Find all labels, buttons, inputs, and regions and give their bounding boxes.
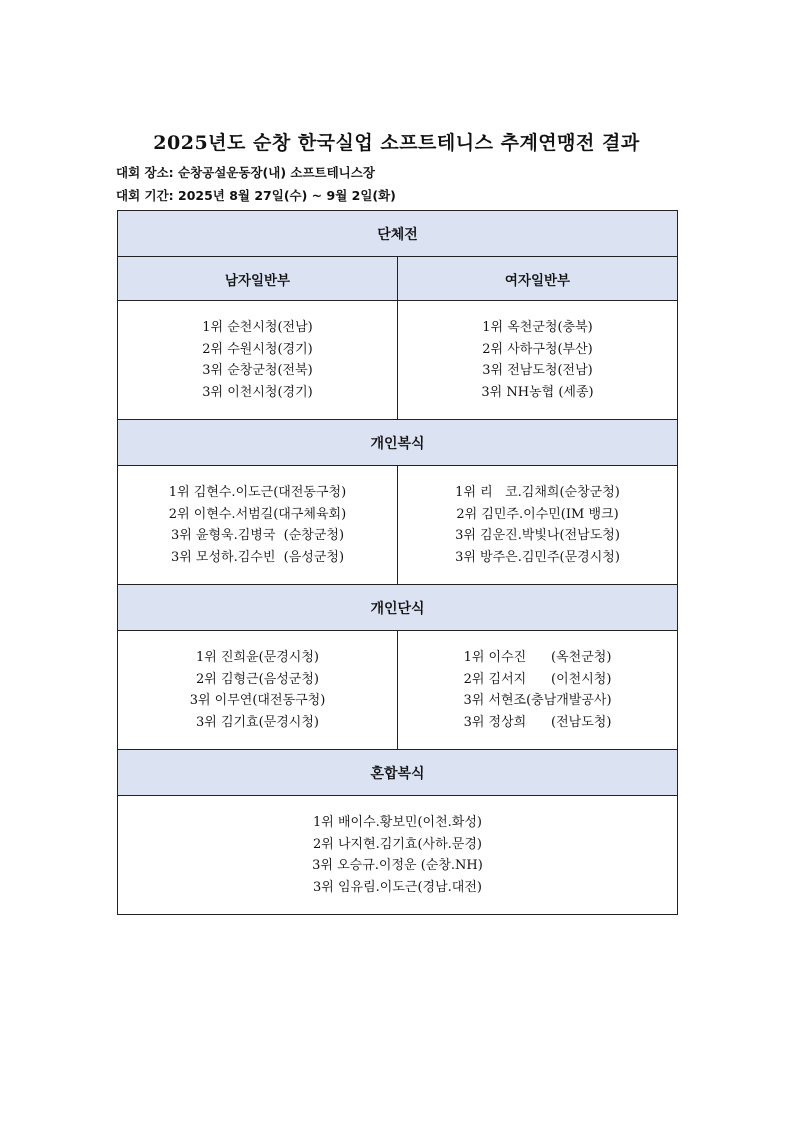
result-line: 1위 김현수.이도근(대전동구청) bbox=[168, 485, 347, 500]
result-line: 3위 이천시청(경기) bbox=[202, 384, 313, 400]
result-line: 3위 정상희 (전남도청) bbox=[463, 714, 612, 730]
result-line: 3위 모성하.김수빈 (음성군청) bbox=[170, 549, 345, 565]
team-men-results bbox=[118, 301, 398, 420]
result-line: 3위 김기효(문경시청) bbox=[195, 714, 319, 730]
result-line: 1위 진희윤(문경시청) bbox=[195, 650, 319, 665]
mixed-section-header bbox=[118, 750, 678, 796]
women-division-label: 여자일반부 bbox=[398, 257, 678, 301]
result-line: 1위 옥천군청(충북) bbox=[482, 320, 593, 335]
results-table bbox=[117, 210, 678, 915]
result-line: 3위 방주은.김민주(문경시청) bbox=[455, 549, 620, 565]
result-line: 3위 임유림.이도근(경남.대전) bbox=[313, 879, 482, 895]
result-line: 3위 이무연(대전동구청) bbox=[189, 693, 326, 708]
result-line: 3위 순창군청(전북) bbox=[202, 363, 313, 378]
period-info: 대회 기간: 2025년 8월 27일(수) ~ 9월 2일(화) bbox=[116, 188, 396, 203]
singles-men-results bbox=[118, 631, 398, 750]
result-line: 2위 사하구청(부산) bbox=[482, 341, 593, 357]
singles-heading: 개인단식 bbox=[118, 585, 678, 631]
result-line: 3위 윤형욱.김병국 (순창군청) bbox=[170, 528, 345, 543]
men-division-label: 남자일반부 bbox=[118, 257, 398, 301]
team-women-results bbox=[398, 301, 678, 420]
result-line: 2위 나지현.김기효(사하.문경) bbox=[313, 836, 482, 852]
doubles-women-results bbox=[398, 466, 678, 585]
result-line: 3위 NH농협 (세종) bbox=[481, 384, 594, 400]
team-subheader-row bbox=[118, 257, 678, 301]
team-section-header bbox=[118, 211, 678, 257]
result-line: 1위 리 코.김채희(순창군청) bbox=[455, 485, 620, 500]
result-line: 2위 수원시청(경기) bbox=[202, 341, 313, 357]
mixed-results-row bbox=[118, 796, 678, 915]
result-line: 3위 서현조(충남개발공사) bbox=[463, 693, 612, 708]
result-line: 1위 배이수.황보민(이천.화성) bbox=[313, 815, 482, 830]
result-line: 2위 김서지 (이천시청) bbox=[463, 671, 612, 687]
mixed-results bbox=[118, 796, 678, 915]
result-line: 1위 순천시청(전남) bbox=[202, 320, 313, 335]
result-line: 3위 전남도청(전남) bbox=[482, 363, 593, 378]
mixed-heading: 혼합복식 bbox=[118, 750, 678, 796]
result-line: 1위 이수진 (옥천군청) bbox=[463, 650, 612, 665]
doubles-results-row bbox=[118, 466, 678, 585]
doubles-heading: 개인복식 bbox=[118, 420, 678, 466]
page-title: 2025년도 순창 한국실업 소프트테니스 추계연맹전 결과 bbox=[153, 132, 640, 154]
doubles-section-header bbox=[118, 420, 678, 466]
result-line: 2위 김민주.이수민(IM 뱅크) bbox=[456, 506, 619, 522]
singles-women-results bbox=[398, 631, 678, 750]
doubles-men-results bbox=[118, 466, 398, 585]
result-line: 3위 오승규.이정운 (순창.NH) bbox=[312, 858, 483, 873]
venue-info: 대회 장소: 순창공설운동장(내) 소프트테니스장 bbox=[116, 165, 375, 180]
team-results-row bbox=[118, 301, 678, 420]
result-line: 3위 김운진.박빛나(전남도청) bbox=[455, 528, 620, 543]
singles-section-header bbox=[118, 585, 678, 631]
result-line: 2위 이현수.서범길(대구체육회) bbox=[168, 506, 347, 522]
singles-results-row bbox=[118, 631, 678, 750]
team-heading: 단체전 bbox=[118, 211, 678, 257]
result-line: 2위 김형근(음성군청) bbox=[195, 671, 319, 687]
